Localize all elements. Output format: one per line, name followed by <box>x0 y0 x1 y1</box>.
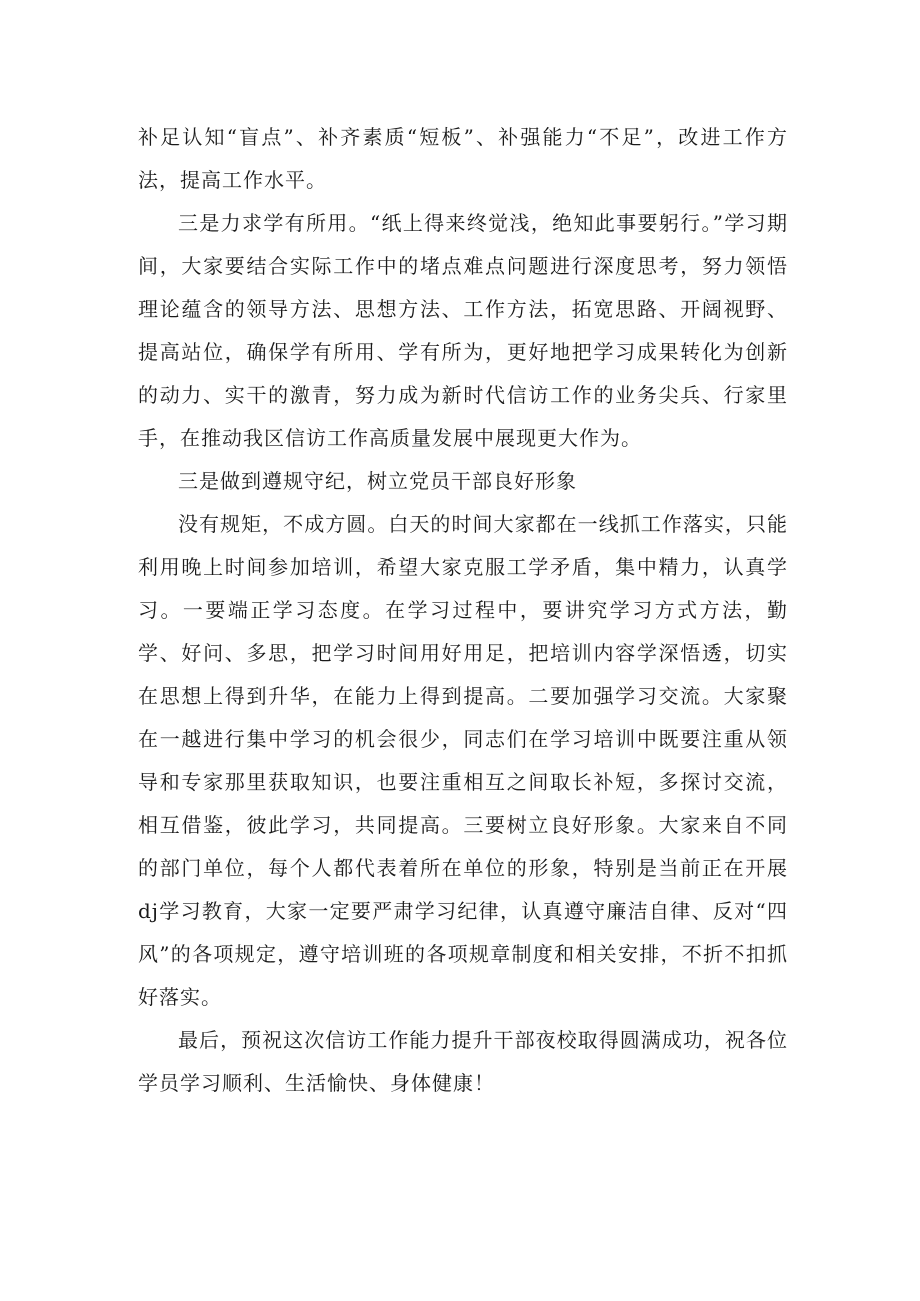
document-body <box>138 116 788 1105</box>
section-heading-discipline: 三是做到遵规守纪，树立党员干部良好形象 <box>178 469 577 493</box>
paragraph-continuation: 补足认知“盲点”、补齐素质“短板”、补强能力“不足”，改进工作方法，提高工作水平。 <box>138 125 788 192</box>
paragraph-discipline: 没有规矩，不成方圆。白天的时间大家都在一线抓工作落实，只能利用晚上时间参加培训，希望大家克服工学矛盾，集中精力，认真学习。一要端正学习态度。在学习过程中，要讲究学习方式方法，勤学、好问、多思，把学习时间用好用足，把培训内容学深悟透，切实在思想上得到升华，在能力上得到提高。二要加强学习交流。大家聚在一越进行集中学习的机会很少，同志们在学习培训中既要注重从领导和专家那里获取知识，也要注重相互之间取长补短，多探讨交流，相互借鉴，彼此学习，共同提高。三要树立良好形象。大家来自不同的部门单位，每个人都代表着所在单位的形象，特别是当前正在开展dj学习教育，大家一定要严肃学习纪律，认真遵守廉洁自律、反对“四风”的各项规定，遵守培训班的各项规章制度和相关安排，不折不扣抓好落实。 <box>138 512 788 1009</box>
paragraph-apply-learning: 三是力求学有所用。“纸上得来终觉浅，绝知此事要躬行。”学习期间，大家要结合实际工作中的堵点难点问题进行深度思考，努力领悟理论蕴含的领导方法、思想方法、工作方法，拓宽思路、开阔视野、提高站位，确保学有所用、学有所为，更好地把学习成果转化为创新的动力、实干的激青，努力成为新时代信访工作的业务尖兵、行家里手，在推动我区信访工作高质量发展中展现更大作为。 <box>138 211 788 450</box>
paragraph-closing: 最后，预祝这次信访工作能力提升干部夜校取得圆满成功，祝各位学员学习顺利、生活愉快、身体健康！ <box>138 1028 788 1095</box>
